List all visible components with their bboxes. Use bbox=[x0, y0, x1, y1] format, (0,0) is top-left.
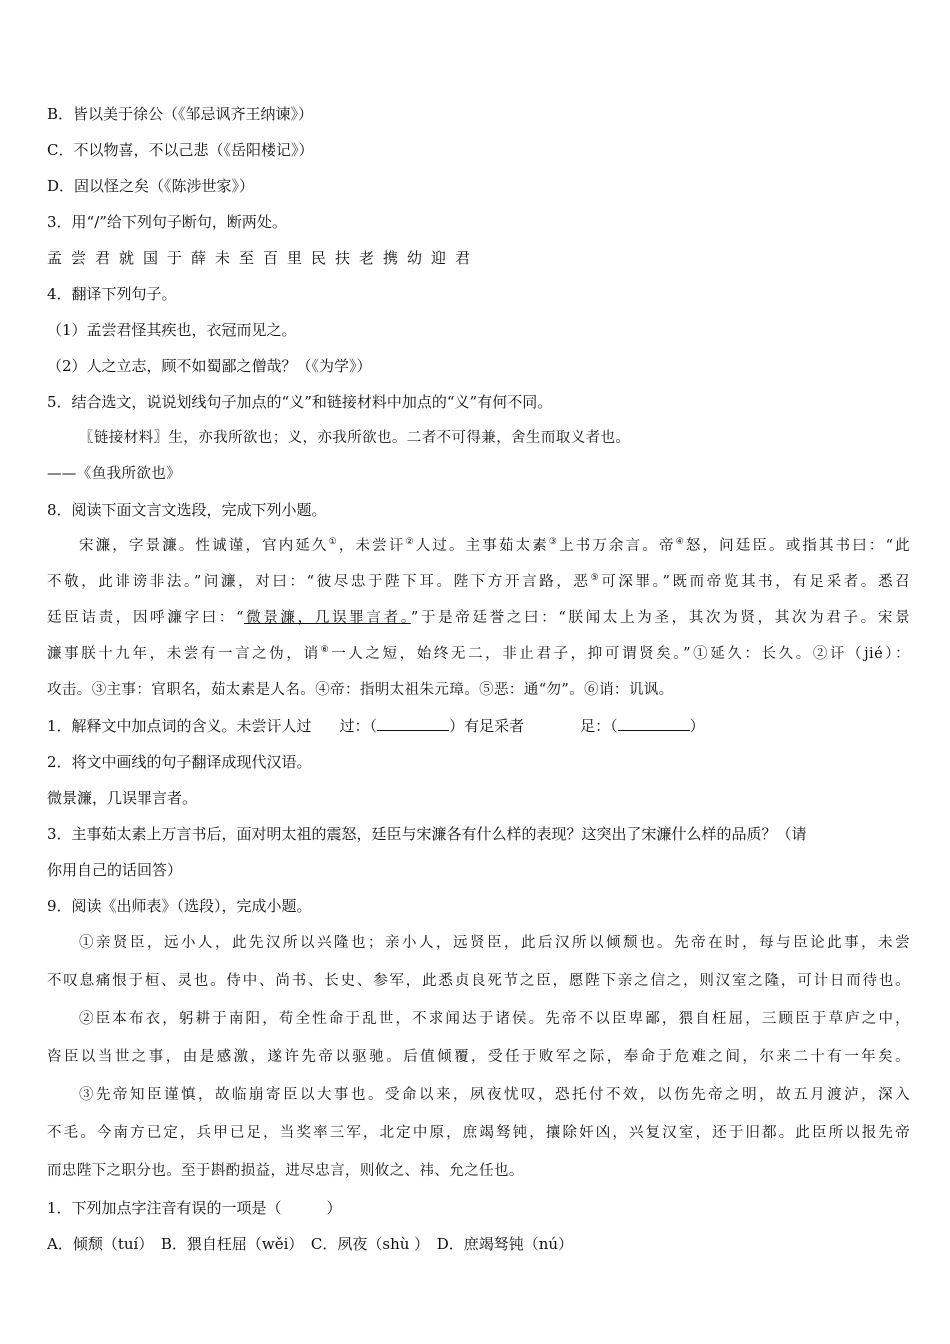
answer-blank-1[interactable] bbox=[377, 716, 449, 731]
passage8-text: 濂事朕十九年，未尝有一言之伪，诮 bbox=[47, 646, 321, 662]
q8-1-part1-end: ）有足采者 bbox=[449, 717, 525, 735]
passage9-p1-line-2: 不叹息痛恨于桓、灵也。侍中、尚书、长史、参军，此悉贞良死节之臣，愿陛下亲之信之，则汉室之隆，可计日而待也。 bbox=[47, 973, 910, 989]
footnote-mark: ③ bbox=[548, 537, 560, 548]
q2-option-d: D．固以怪之矣（《陈涉世家》） bbox=[47, 177, 255, 195]
passage8-line-2 bbox=[47, 564, 910, 600]
q5-prompt: 5．结合选文，说说划线句子加点的“义”和链接材料中加点的“义”有何不同。 bbox=[47, 393, 553, 411]
footnote-mark: ① bbox=[328, 537, 339, 548]
passage9-p3-line-1: ③先帝知臣谨慎，故临崩寄臣以大事也。受命以来，夙夜忧叹，恐托付不效，以伤先帝之明，故五月渡泸，深入 bbox=[79, 1087, 910, 1103]
footnote-mark: ⑥ bbox=[320, 645, 332, 656]
passage8-text: ，未尝讦 bbox=[338, 538, 406, 554]
passage9-p1-line-1: ①亲贤臣，远小人，此先汉所以兴隆也；亲小人，远贤臣，此后汉所以倾颓也。先帝在时，每与臣论此事，未尝 bbox=[79, 935, 910, 951]
q8-2-prompt: 2．将文中画线的句子翻译成现代汉语。 bbox=[47, 753, 312, 771]
q9-1-options bbox=[47, 1226, 910, 1262]
passage8-text: 怒，问廷臣。或指其书曰：“此 bbox=[685, 538, 910, 554]
passage9-p3-line-2: 不毛。今南方已定，兵甲已足，当奖率三军，北定中原，庶竭驽钝，攘除奸凶，兴复汉室，还于旧都。此臣所以报先帝 bbox=[47, 1125, 910, 1141]
q4-item-2: （2）人之立志，顾不如蜀鄙之僧哉？（《为学》） bbox=[47, 357, 372, 375]
q8-1-part2-end: ） bbox=[689, 717, 705, 735]
passage8-text: 宋濂，字景濂。性诚谨，官内延久 bbox=[79, 538, 329, 554]
answer-blank-2[interactable] bbox=[618, 716, 690, 731]
passage9-p2-line-1: ②臣本布衣，躬耕于南阳，苟全性命于乱世，不求闻达于诸侯。先帝不以臣卑鄙，猥自枉屈，三顾臣于草庐之中， bbox=[79, 1011, 910, 1027]
passage9-p3-line-3: 而忠陛下之职分也。至于斟酌损益，进尽忠言，则攸之、祎、允之任也。 bbox=[47, 1163, 524, 1179]
passage8-text: 可深罪。”既而帝览其书，有足采者。悉召 bbox=[601, 574, 910, 590]
q8-3-line-2: 你用自己的话回答） bbox=[47, 861, 183, 879]
q8-2-sentence: 微景濂，几误罪言者。 bbox=[47, 789, 198, 807]
q5-source: ——《鱼我所欲也》 bbox=[47, 466, 182, 482]
q9-1-option-d: D．庶竭驽钝（nú） bbox=[436, 1235, 574, 1253]
underlined-sentence: 微景濂，几误罪言者。 bbox=[243, 610, 411, 626]
passage8-text: 廷臣诘责，因呼濂字曰：“ bbox=[47, 610, 244, 626]
passage8-text: 一人之短，始终无二，非止君子，抑可谓贤矣。”①延久：长久。②讦（jié）： bbox=[331, 646, 910, 662]
footnote-mark: ⑤ bbox=[590, 573, 602, 584]
q9-1-option-b: B．猥自枉屈（wěi） bbox=[160, 1235, 296, 1253]
passage9-p2-line-2: 咨臣以当世之事，由是感激，遂许先帝以驱驰。后值倾覆，受任于败军之际，奉命于危难之间，尔来二十有一年矣。 bbox=[47, 1049, 910, 1065]
passage8-line-3 bbox=[47, 600, 910, 636]
q4-prompt: 4．翻译下列句子。 bbox=[47, 285, 177, 303]
q9-1-option-c: C．夙夜（shù ） bbox=[310, 1235, 422, 1253]
passage8-text: 人过。主事茹太素 bbox=[415, 538, 549, 554]
q9-1-prompt: 1．下列加点字注音有误的一项是（ ） bbox=[47, 1199, 342, 1217]
q9-1-option-a: A．倾颓（tuí） bbox=[47, 1235, 146, 1253]
passage8-line-4 bbox=[47, 636, 910, 672]
passage8-heading: 8．阅读下面文言文选段，完成下列小题。 bbox=[47, 501, 327, 519]
passage8-line-5: 攻击。③主事：官职名，茹太素是人名。④帝：指明太祖朱元璋。⑤恶：通“勿”。⑥诮：讥讽。 bbox=[47, 682, 674, 698]
passage8-line-1 bbox=[47, 528, 910, 564]
q2-option-b: B．皆以美于徐公（《邹忌讽齐王纳谏》） bbox=[47, 105, 314, 123]
passage8-text: 不敬，此诽谤非法。”问濂，对曰：“彼尽忠于陛下耳。陛下方开言路，恶 bbox=[47, 574, 591, 590]
passage8-text: ”于是帝廷誉之曰：“朕闻太上为圣，其次为贤，其次为君子。宋景 bbox=[410, 610, 910, 626]
q2-option-c: C．不以物喜，不以己悲（《岳阳楼记》） bbox=[47, 141, 314, 159]
q8-1-prompt: 1．解释文中加点词的含义。未尝讦人过 bbox=[47, 717, 312, 735]
footnote-mark: ④ bbox=[675, 537, 686, 548]
q3-prompt: 3．用“/”给下列句子断句，断两处。 bbox=[47, 213, 287, 231]
passage8-text: 上书万余言。帝 bbox=[559, 538, 676, 554]
q8-1 bbox=[47, 708, 910, 744]
q3-sentence: 孟尝君就国于薛未至百里民扶老携幼迎君 bbox=[47, 249, 480, 267]
q8-3-line-1: 3．主事茹太素上万言书后，面对明太祖的震怒，廷臣与宋濂各有什么样的表现？这突出了宋濂什么样的品质？（请 bbox=[47, 825, 807, 843]
q4-item-1: （1）孟尝君怪其疾也，衣冠而见之。 bbox=[47, 321, 297, 339]
q5-material: 〖链接材料〗生，亦我所欲也；义，亦我所欲也。二者不可得兼，舍生而取义者也。 bbox=[79, 430, 631, 446]
q8-1-part2: 足：（ bbox=[580, 717, 618, 735]
footnote-mark: ② bbox=[405, 537, 416, 548]
passage9-heading: 9．阅读《出师表》（选段），完成小题。 bbox=[47, 897, 312, 915]
q8-1-part1: 过：（ bbox=[339, 717, 378, 735]
